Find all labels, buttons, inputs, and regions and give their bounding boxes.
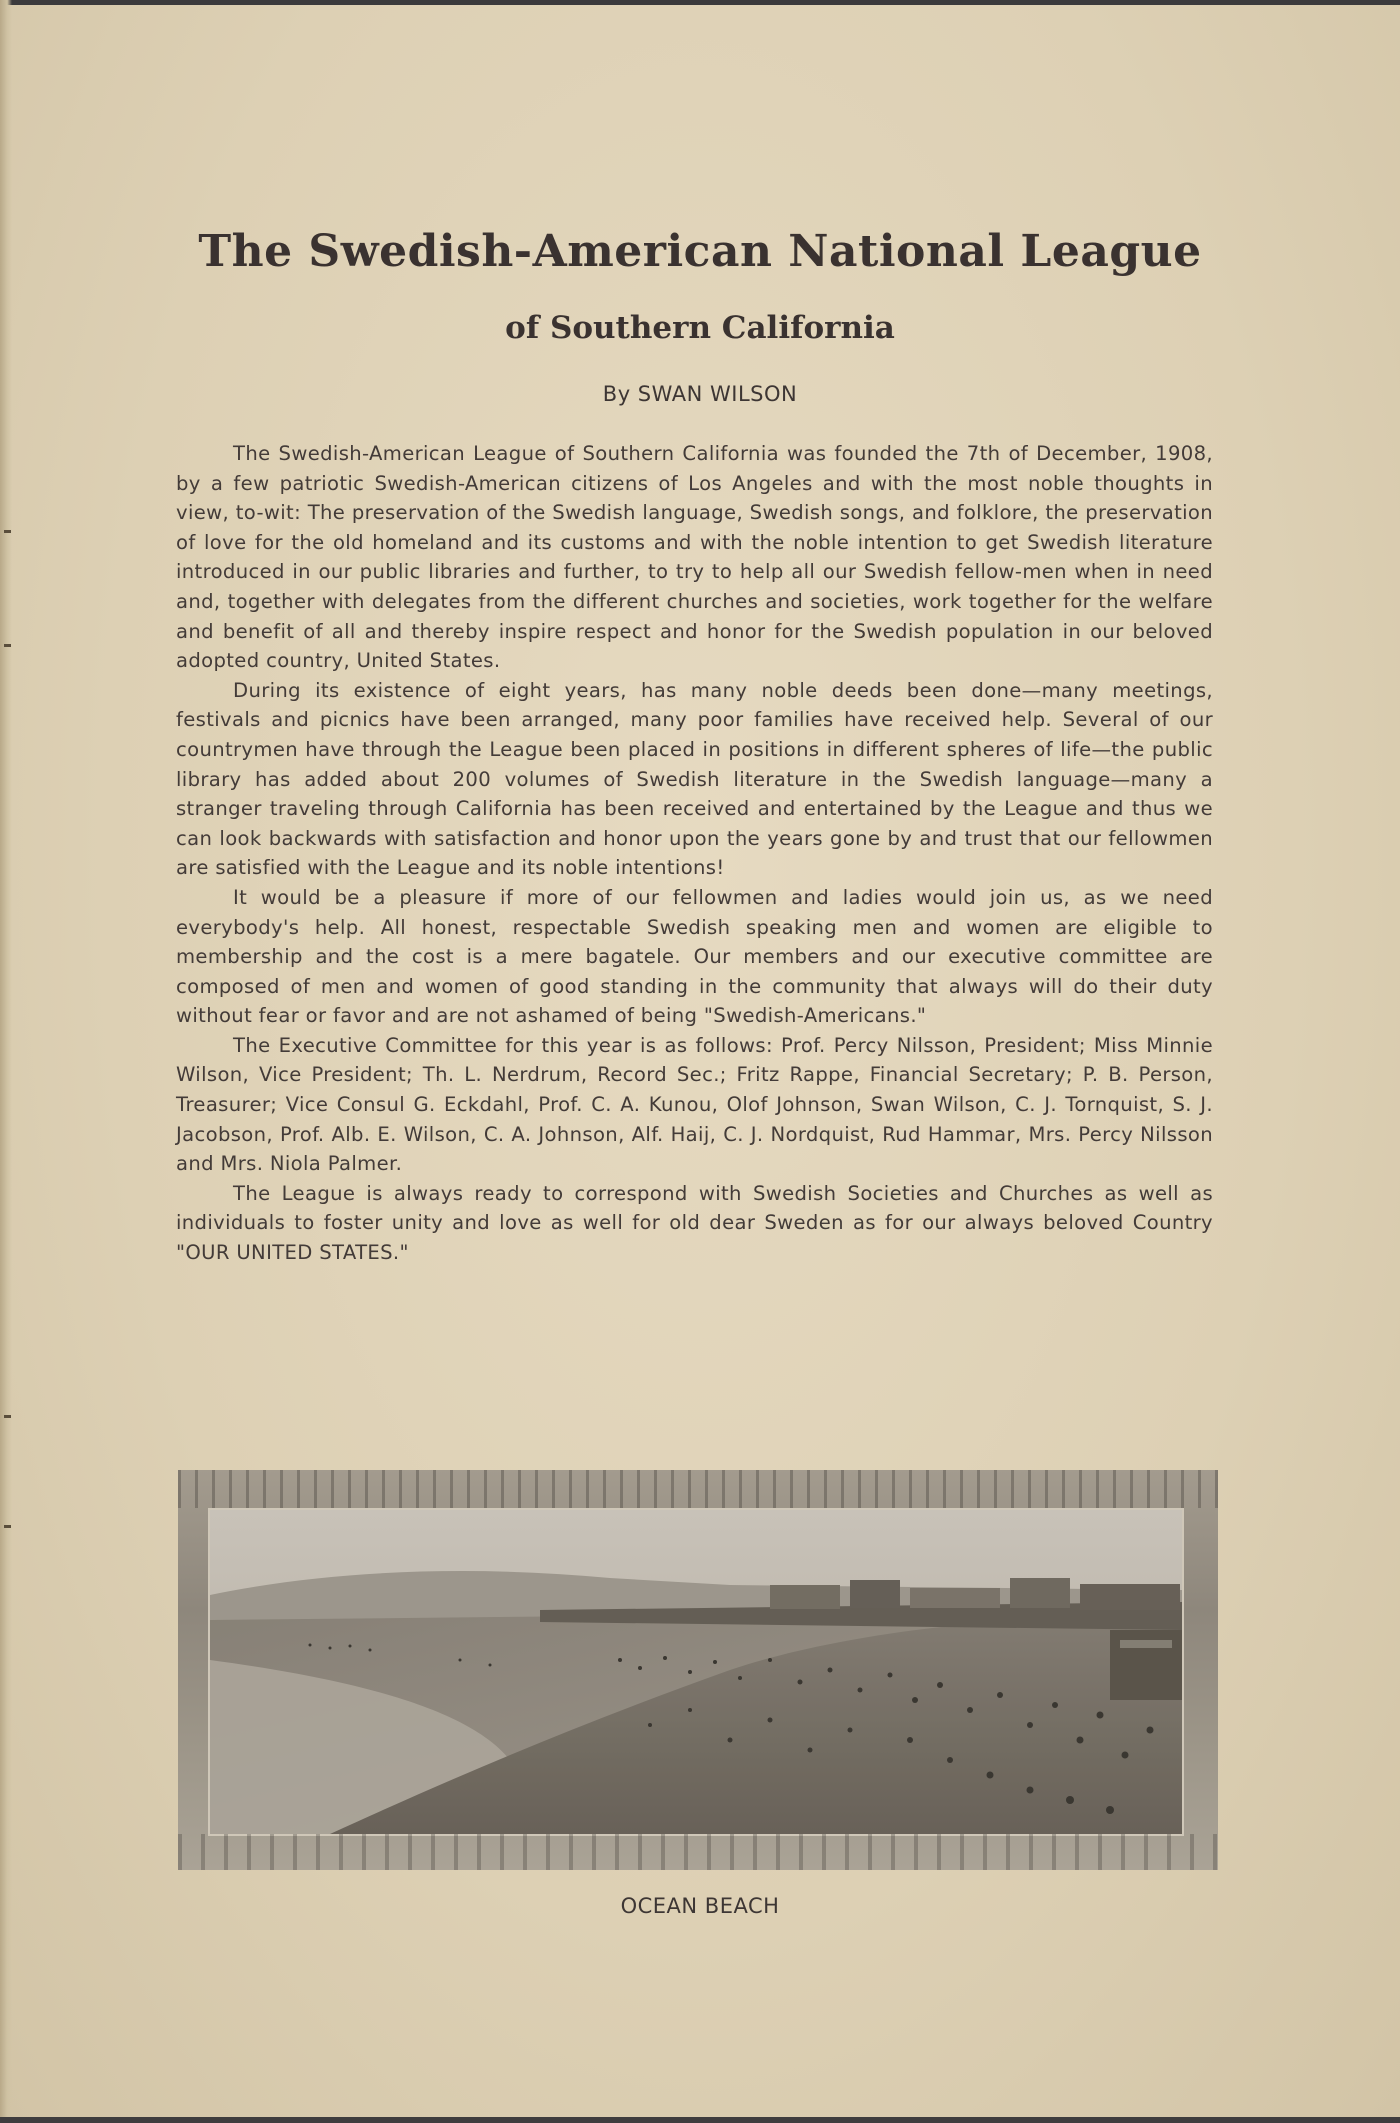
article-body <box>176 439 1213 1268</box>
paragraph-closing: The League is always ready to correspond with Swedish Societies and Churches as well as individuals to foster unity and love as well for old dear Sweden as for our always beloved Country "OUR UNITED STATES." <box>176 1181 1213 1265</box>
paragraph-founding: The Swedish-American League of Southern California was founded the 7th of December, 1908, by a few patriotic Swedish-American citizens of Los Angeles and with the most noble thoughts in view, to-wit: The preservation of the Swedish language, Swedish songs, and folklore, the preservation of love for the old homeland and its customs and with the noble intention to get Swedish literature introduced in our public libraries and further, to try to help all our Swedish fellow-men when in need and, together with delegates from the different churches and societies, work together for the welfare and benefit of all and thereby inspire respect and honor for the Swedish population in our beloved adopted country, United States. <box>176 442 1213 673</box>
paragraph-executive-committee: The Executive Committee for this year is as follows: Prof. Percy Nilsson, President; Miss Minnie Wilson, Vice President; Th. L. Nerdrum, Record Sec.; Fritz Rappe, Financial Secretary; P. B. Person, Treasurer; Vice Consul G. Eckdahl, Prof. C. A. Kunou, Olof Johnson, Swan Wilson, C. J. Tornquist, S. J. Jacobson, Prof. Alb. E. Wilson, C. A. Johnson, Alf. Haij, C. J. Nordquist, Rud Hammar, Mrs. Percy Nilsson and Mrs. Niola Palmer. <box>176 1033 1213 1176</box>
article-subtitle: of Southern California <box>505 310 895 346</box>
article-byline: By SWAN WILSON <box>602 382 798 406</box>
page-bottom-edge <box>0 2117 1400 2123</box>
page-top-edge <box>0 0 1400 5</box>
beach-photograph-image <box>208 1508 1184 1836</box>
binding-stitch <box>4 644 11 647</box>
binding-stitch <box>4 1525 11 1528</box>
beach-scene-illustration <box>210 1510 1182 1834</box>
binding-stitch <box>4 530 11 533</box>
photo-caption: OCEAN BEACH <box>620 1894 780 1918</box>
binding-stitch <box>4 1415 11 1418</box>
beach-photograph <box>178 1470 1218 1870</box>
article-title: The Swedish-American National League <box>198 226 1202 277</box>
paragraph-history: During its existence of eight years, has many noble deeds been done—many meetings, festivals and picnics have been arranged, many poor families have received help. Several of our countrymen have through the League been placed in positions in different spheres of life—the public library has added about 200 volumes of Swedish literature in the Swedish language—many a stranger traveling through California has been received and entertained by the League and thus we can look backwards with satisfaction and honor upon the years gone by and trust that our fellowmen are satisfied with the League and its noble intentions! <box>176 678 1213 880</box>
paragraph-membership: It would be a pleasure if more of our fellowmen and ladies would join us, as we need everybody's help. All honest, respectable Swedish speaking men and women are eligible to membership and the cost is a mere bagatele. Our members and our executive committee are composed of men and women of good standing in the community that always will do their duty without fear or favor and are not ashamed of being "Swedish-Americans." <box>176 885 1213 1028</box>
